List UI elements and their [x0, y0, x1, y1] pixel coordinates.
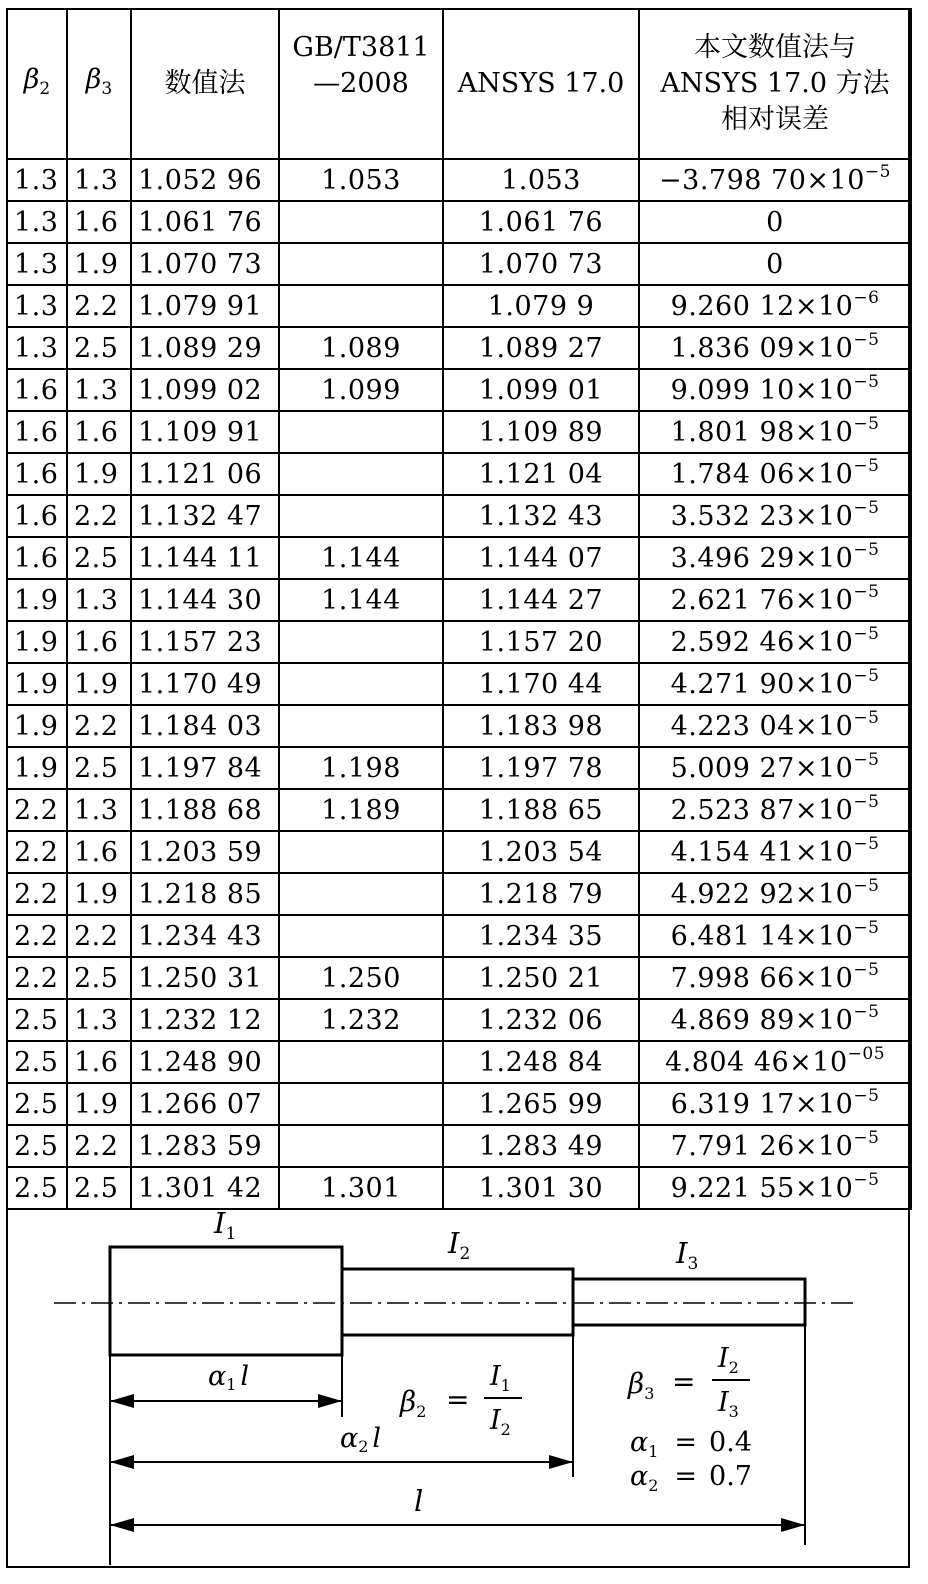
cell-beta2: 2.5: [7, 999, 67, 1041]
cell-relative-error: [639, 285, 911, 327]
cell-beta2: 2.2: [7, 831, 67, 873]
dimension-l-label: l: [414, 1484, 424, 1518]
error-exponent: −5: [864, 161, 891, 182]
header-numeric-method: 数值法: [131, 9, 279, 159]
cell-numeric: 1.283 59: [131, 1125, 279, 1167]
cell-beta2: 2.5: [7, 1083, 67, 1125]
cell-ansys: 1.248 84: [443, 1041, 639, 1083]
document-page: [6, 8, 910, 1568]
cell-numeric: 1.248 90: [131, 1041, 279, 1083]
beta3-formula: [627, 1343, 750, 1421]
cell-beta2: 1.9: [7, 747, 67, 789]
table-row: [7, 1083, 911, 1125]
cell-beta2: 1.6: [7, 411, 67, 453]
cell-ansys: 1.232 06: [443, 999, 639, 1041]
error-mantissa: 4.804 46×10: [664, 1046, 848, 1078]
cell-relative-error: [639, 705, 911, 747]
cell-relative-error: [639, 663, 911, 705]
header-beta3: $\beta_3$: [67, 9, 131, 159]
error-mantissa: 6.481 14×10: [670, 920, 854, 952]
cell-beta3: 2.2: [67, 705, 131, 747]
error-mantissa: 3.532 23×10: [670, 500, 854, 532]
error-exponent: −5: [853, 875, 880, 896]
segment-1-label: $I_1$: [214, 1206, 237, 1244]
cell-ansys: 1.188 65: [443, 789, 639, 831]
error-mantissa: 6.319 17×10: [670, 1088, 854, 1120]
cell-beta3: 1.9: [67, 453, 131, 495]
cell-relative-error: [639, 873, 911, 915]
cell-numeric: 1.157 23: [131, 621, 279, 663]
cell-ansys: 1.265 99: [443, 1083, 639, 1125]
cell-numeric: 1.232 12: [131, 999, 279, 1041]
error-exponent: −5: [853, 455, 880, 476]
cell-beta3: 2.5: [67, 537, 131, 579]
cell-gb-standard: [279, 915, 443, 957]
cell-gb-standard: [279, 285, 443, 327]
cell-relative-error: [639, 159, 911, 201]
cell-relative-error: [639, 327, 911, 369]
error-exponent: −6: [853, 287, 880, 308]
header-relative-error: 本文数值法与 ANSYS 17.0 方法 相对误差: [639, 9, 911, 159]
cell-relative-error: [639, 621, 911, 663]
cell-relative-error: [639, 411, 911, 453]
cell-relative-error: [639, 957, 911, 999]
cell-gb-standard: 1.232: [279, 999, 443, 1041]
cell-beta2: 1.9: [7, 621, 67, 663]
cell-beta3: 2.5: [67, 957, 131, 999]
cell-gb-standard: [279, 1125, 443, 1167]
cell-beta3: 1.3: [67, 579, 131, 621]
cell-gb-standard: [279, 873, 443, 915]
cell-gb-standard: [279, 705, 443, 747]
beam-segment-2: [342, 1269, 573, 1335]
cell-beta3: 1.9: [67, 1083, 131, 1125]
cell-numeric: 1.266 07: [131, 1083, 279, 1125]
beam-segment-1: [110, 1247, 342, 1355]
cell-ansys: 1.157 20: [443, 621, 639, 663]
cell-beta3: 2.2: [67, 285, 131, 327]
cell-relative-error: [639, 495, 911, 537]
cell-beta3: 2.5: [67, 327, 131, 369]
cell-beta3: 2.5: [67, 747, 131, 789]
cell-numeric: 1.052 96: [131, 159, 279, 201]
cell-gb-standard: 1.053: [279, 159, 443, 201]
cell-beta2: 1.3: [7, 243, 67, 285]
cell-relative-error: [639, 243, 911, 285]
cell-ansys: 1.283 49: [443, 1125, 639, 1167]
cell-beta3: 1.6: [67, 831, 131, 873]
table-row: [7, 705, 911, 747]
cell-gb-standard: 1.144: [279, 579, 443, 621]
error-exponent: −5: [853, 539, 880, 560]
cell-ansys: 1.218 79: [443, 873, 639, 915]
cell-relative-error: [639, 537, 911, 579]
error-mantissa: 4.271 90×10: [670, 668, 854, 700]
error-exponent: −5: [853, 791, 880, 812]
table-row: [7, 1041, 911, 1083]
cell-numeric: 1.061 76: [131, 201, 279, 243]
cell-ansys: 1.234 35: [443, 915, 639, 957]
svg-text:=: =: [446, 1383, 470, 1416]
error-mantissa: 7.791 26×10: [670, 1130, 854, 1162]
cell-ansys: 1.089 27: [443, 327, 639, 369]
error-mantissa: 7.998 66×10: [670, 962, 854, 994]
error-exponent: −5: [853, 329, 880, 350]
cell-beta3: 1.9: [67, 663, 131, 705]
dimension-alpha1-l-label: α1 l: [208, 1361, 250, 1394]
cell-relative-error: [639, 915, 911, 957]
cell-beta3: 1.6: [67, 1041, 131, 1083]
error-mantissa: 5.009 27×10: [670, 752, 854, 784]
error-mantissa: 0: [766, 248, 784, 280]
cell-ansys: 1.170 44: [443, 663, 639, 705]
cell-numeric: 1.070 73: [131, 243, 279, 285]
cell-gb-standard: 1.089: [279, 327, 443, 369]
cell-gb-standard: 1.250: [279, 957, 443, 999]
cell-beta2: 2.5: [7, 1041, 67, 1083]
table-row: [7, 411, 911, 453]
cell-beta2: 1.6: [7, 453, 67, 495]
cell-gb-standard: [279, 243, 443, 285]
cell-ansys: 1.061 76: [443, 201, 639, 243]
segment-2-label: $I_2$: [448, 1226, 471, 1264]
header-gb-standard: GB/T3811 —2008: [279, 9, 443, 159]
table-row: [7, 789, 911, 831]
error-exponent: −5: [853, 833, 880, 854]
cell-beta2: 2.5: [7, 1125, 67, 1167]
error-mantissa: 9.260 12×10: [670, 290, 854, 322]
cell-beta2: 2.2: [7, 957, 67, 999]
cell-ansys: 1.197 78: [443, 747, 639, 789]
cell-numeric: 1.197 84: [131, 747, 279, 789]
cell-beta2: 1.3: [7, 285, 67, 327]
error-mantissa: 4.922 92×10: [670, 878, 854, 910]
error-exponent: −5: [853, 1085, 880, 1106]
table-row: [7, 159, 911, 201]
cell-beta3: 2.2: [67, 1125, 131, 1167]
cell-numeric: 1.234 43: [131, 915, 279, 957]
cell-beta3: 2.5: [67, 1167, 131, 1209]
error-exponent: −5: [853, 497, 880, 518]
cell-numeric: 1.079 91: [131, 285, 279, 327]
error-mantissa: 4.154 41×10: [670, 836, 854, 868]
error-mantissa: 9.099 10×10: [670, 374, 854, 406]
error-mantissa: 4.223 04×10: [670, 710, 854, 742]
cell-beta2: 1.6: [7, 369, 67, 411]
header-ansys: ANSYS 17.0: [443, 9, 639, 159]
cell-ansys: 1.144 27: [443, 579, 639, 621]
cell-numeric: 1.109 91: [131, 411, 279, 453]
error-exponent: −5: [853, 707, 880, 728]
cell-numeric: 1.170 49: [131, 663, 279, 705]
cell-numeric: 1.132 47: [131, 495, 279, 537]
cell-beta2: 1.3: [7, 201, 67, 243]
cell-numeric: 1.121 06: [131, 453, 279, 495]
cell-gb-standard: 1.189: [279, 789, 443, 831]
cell-ansys: 1.121 04: [443, 453, 639, 495]
cell-numeric: 1.184 03: [131, 705, 279, 747]
error-mantissa: 2.523 87×10: [670, 794, 854, 826]
cell-ansys: 1.183 98: [443, 705, 639, 747]
cell-numeric: 1.089 29: [131, 327, 279, 369]
cell-ansys: 1.079 9: [443, 285, 639, 327]
cell-gb-standard: [279, 1041, 443, 1083]
error-exponent: −5: [853, 917, 880, 938]
cell-gb-standard: 1.144: [279, 537, 443, 579]
table-row: [7, 915, 911, 957]
cell-relative-error: [639, 1125, 911, 1167]
error-mantissa: 2.621 76×10: [670, 584, 854, 616]
alpha2-value: $\alpha_2 = 0.7$: [630, 1461, 752, 1495]
cell-gb-standard: [279, 495, 443, 537]
cell-beta2: 2.2: [7, 915, 67, 957]
segment-3-label: $I_3$: [676, 1236, 699, 1274]
table-row: [7, 747, 911, 789]
cell-numeric: 1.301 42: [131, 1167, 279, 1209]
dimension-alpha2-l-label: α2 l: [340, 1423, 382, 1456]
error-exponent: −5: [853, 581, 880, 602]
table-header-row: [7, 9, 911, 159]
cell-gb-standard: 1.301: [279, 1167, 443, 1209]
cell-relative-error: [639, 1041, 911, 1083]
cell-relative-error: [639, 453, 911, 495]
cell-ansys: 1.070 73: [443, 243, 639, 285]
svg-text:I2: $I_2$: [490, 1405, 511, 1439]
error-mantissa: −3.798 70×10: [659, 164, 865, 196]
cell-ansys: 1.099 01: [443, 369, 639, 411]
cell-numeric: 1.250 31: [131, 957, 279, 999]
svg-text:I1: $I_1$: [490, 1361, 511, 1395]
error-exponent: −5: [853, 1169, 880, 1190]
cell-beta2: 1.9: [7, 663, 67, 705]
cell-beta3: 1.3: [67, 159, 131, 201]
alpha1-value: $\alpha_1 = 0.4$: [630, 1427, 752, 1461]
svg-text:I2: $I_2$: [718, 1343, 739, 1377]
stepped-beam-diagram: [6, 1193, 910, 1568]
dimension-alpha1-l: [110, 1394, 342, 1408]
error-mantissa: 2.592 46×10: [670, 626, 854, 658]
error-exponent: −5: [853, 413, 880, 434]
cell-numeric: 1.099 02: [131, 369, 279, 411]
cell-relative-error: [639, 999, 911, 1041]
cell-ansys: 1.301 30: [443, 1167, 639, 1209]
cell-ansys: 1.109 89: [443, 411, 639, 453]
header-beta2: $\beta_2$: [7, 9, 67, 159]
cell-relative-error: [639, 831, 911, 873]
cell-beta3: 1.6: [67, 411, 131, 453]
svg-text:β2: $\beta_2$: [400, 1385, 427, 1421]
table-row: [7, 831, 911, 873]
table-row: [7, 873, 911, 915]
cell-relative-error: [639, 201, 911, 243]
table-row: [7, 453, 911, 495]
cell-beta2: 2.5: [7, 1167, 67, 1209]
svg-text:I3: $I_3$: [718, 1387, 739, 1421]
cell-gb-standard: [279, 453, 443, 495]
error-exponent: −05: [847, 1043, 886, 1064]
cell-ansys: 1.132 43: [443, 495, 639, 537]
cell-gb-standard: [279, 1083, 443, 1125]
table-row: [7, 243, 911, 285]
cell-beta2: 1.9: [7, 579, 67, 621]
cell-beta3: 2.2: [67, 915, 131, 957]
cell-ansys: 1.250 21: [443, 957, 639, 999]
beam-segment-3: [573, 1279, 805, 1325]
cell-gb-standard: [279, 201, 443, 243]
error-mantissa: 1.784 06×10: [670, 458, 854, 490]
cell-beta2: 1.6: [7, 537, 67, 579]
cell-beta2: 1.3: [7, 159, 67, 201]
cell-beta2: 2.2: [7, 873, 67, 915]
table-row: [7, 621, 911, 663]
cell-numeric: 1.218 85: [131, 873, 279, 915]
cell-beta3: 1.6: [67, 621, 131, 663]
results-table: [6, 8, 912, 1210]
error-exponent: −5: [853, 623, 880, 644]
error-mantissa: 1.836 09×10: [670, 332, 854, 364]
table-row: [7, 1125, 911, 1167]
cell-relative-error: [639, 789, 911, 831]
error-mantissa: 9.221 55×10: [670, 1172, 854, 1204]
cell-beta2: 1.6: [7, 495, 67, 537]
cell-gb-standard: [279, 411, 443, 453]
dimension-l: [110, 1518, 805, 1532]
table-row: [7, 999, 911, 1041]
error-mantissa: 0: [766, 206, 784, 238]
cell-gb-standard: [279, 663, 443, 705]
table-row: [7, 201, 911, 243]
cell-numeric: 1.144 30: [131, 579, 279, 621]
cell-relative-error: [639, 369, 911, 411]
cell-beta2: 1.3: [7, 327, 67, 369]
svg-text:β3: $\beta_3$: [628, 1367, 655, 1403]
svg-text:=: =: [672, 1365, 696, 1398]
cell-ansys: 1.144 07: [443, 537, 639, 579]
error-exponent: −5: [853, 959, 880, 980]
table-row: [7, 663, 911, 705]
cell-beta3: 1.3: [67, 789, 131, 831]
error-mantissa: 1.801 98×10: [670, 416, 854, 448]
cell-beta3: 1.6: [67, 201, 131, 243]
cell-gb-standard: [279, 621, 443, 663]
cell-relative-error: [639, 579, 911, 621]
beta2-formula: [399, 1361, 522, 1439]
table-row: [7, 537, 911, 579]
table-row: [7, 369, 911, 411]
cell-ansys: 1.203 54: [443, 831, 639, 873]
cell-ansys: 1.053: [443, 159, 639, 201]
cell-numeric: 1.144 11: [131, 537, 279, 579]
cell-beta2: 2.2: [7, 789, 67, 831]
cell-beta3: 1.9: [67, 873, 131, 915]
error-exponent: −5: [853, 371, 880, 392]
table-row: [7, 957, 911, 999]
error-mantissa: 3.496 29×10: [670, 542, 854, 574]
cell-beta3: 1.3: [67, 999, 131, 1041]
cell-numeric: 1.188 68: [131, 789, 279, 831]
error-mantissa: 4.869 89×10: [670, 1004, 854, 1036]
dimension-alpha2-l: [110, 1455, 573, 1469]
error-exponent: −5: [853, 665, 880, 686]
cell-numeric: 1.203 59: [131, 831, 279, 873]
table-row: [7, 579, 911, 621]
table-row: [7, 327, 911, 369]
cell-beta3: 1.3: [67, 369, 131, 411]
cell-beta3: 1.9: [67, 243, 131, 285]
cell-gb-standard: 1.099: [279, 369, 443, 411]
table-row: [7, 285, 911, 327]
cell-gb-standard: [279, 831, 443, 873]
cell-relative-error: [639, 1083, 911, 1125]
error-exponent: −5: [853, 1001, 880, 1022]
cell-relative-error: [639, 747, 911, 789]
cell-gb-standard: 1.198: [279, 747, 443, 789]
cell-beta3: 2.2: [67, 495, 131, 537]
table-row: [7, 495, 911, 537]
error-exponent: −5: [853, 749, 880, 770]
error-exponent: −5: [853, 1127, 880, 1148]
cell-beta2: 1.9: [7, 705, 67, 747]
